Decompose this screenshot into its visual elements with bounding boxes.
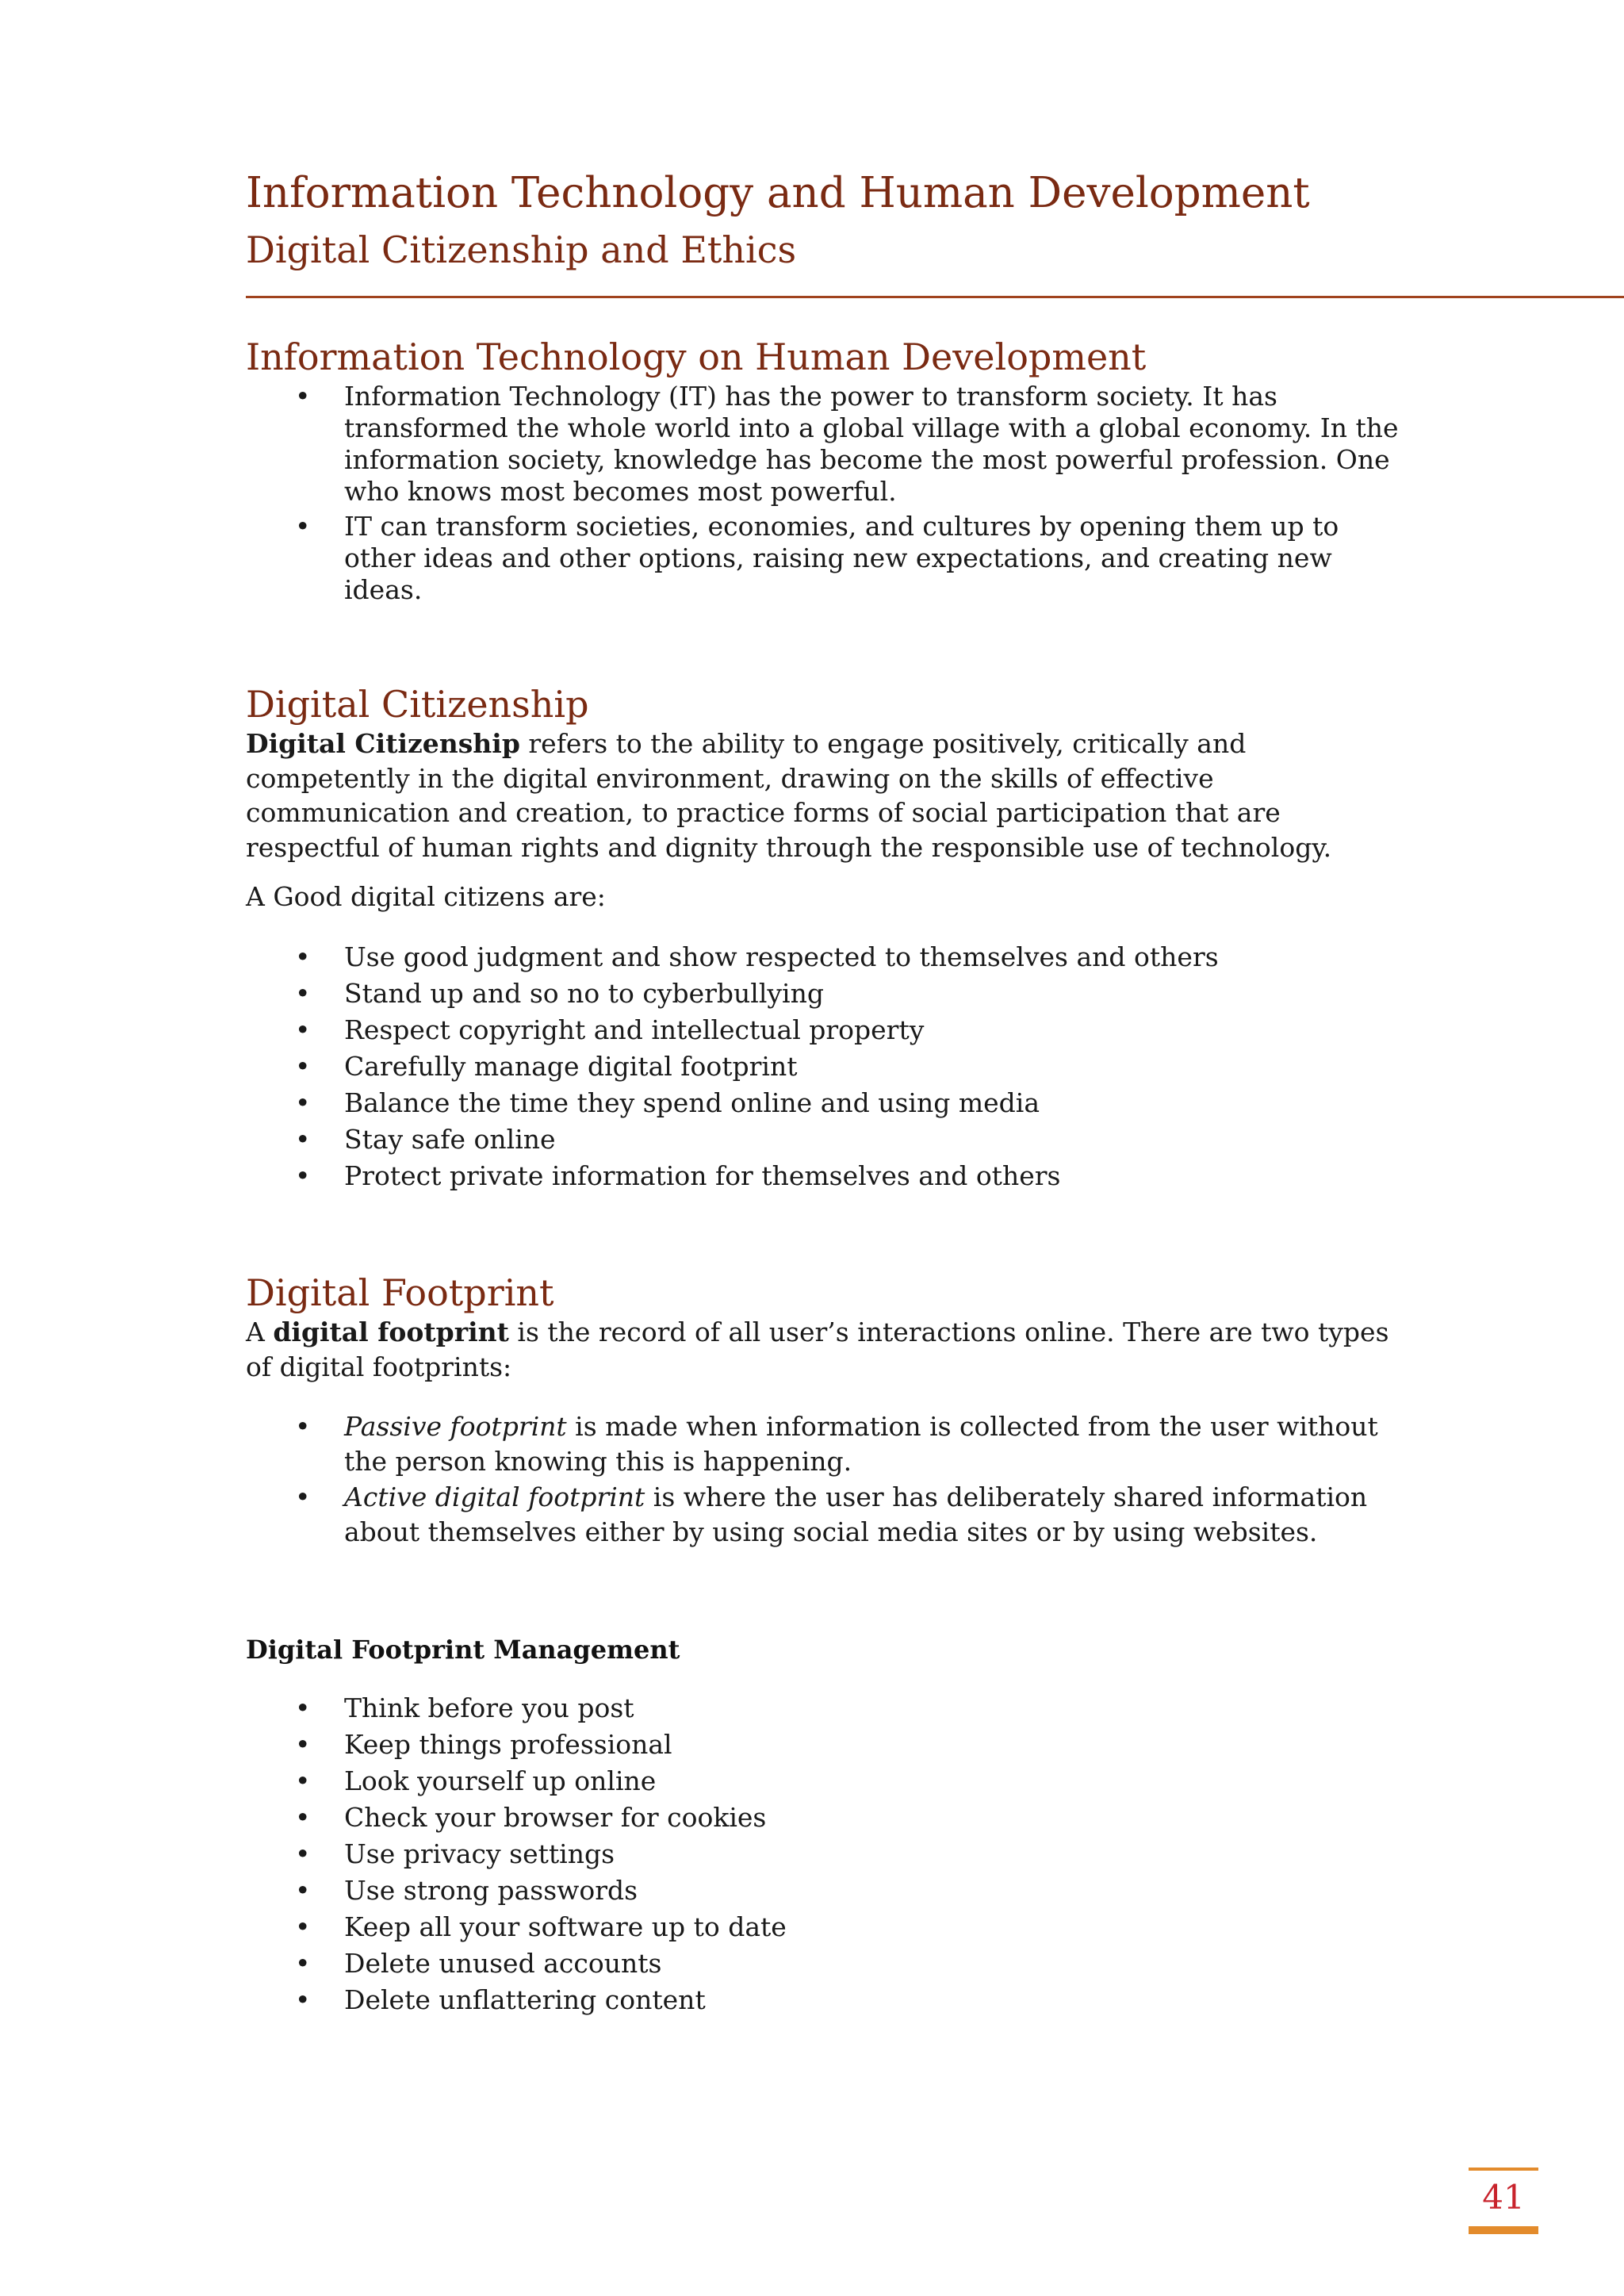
bullet-icon: • [295,1692,311,1723]
list-item-text: Use good judgment and show respected to themselves and others [344,941,1219,972]
list-item-text: Delete unflattering content [344,1984,706,2015]
passive-text: is made when information is collected from the user without the person knowing this is happening. [344,1411,1378,1477]
intro-term: digital footprint [273,1317,509,1347]
list-item [246,1836,1404,1872]
definition-term: Digital Citizenship [246,728,520,759]
list-item [246,381,1404,508]
list-item [246,1012,1404,1048]
bullet-icon: • [295,1014,311,1045]
page-number-box [1469,2168,1538,2234]
list-item-text: Information Technology (IT) has the power to transform society. It has transformed the whole world into a global village with a global economy. In the information society, knowledge has become the most powerful profession. One who knows most becomes most powerful. [344,381,1399,507]
footprint-intro [246,1315,1404,1384]
list-lead: A Good digital citizens are: [246,881,606,912]
list-item-text: Keep all your software up to date [344,1911,787,1942]
list-item [246,1480,1404,1549]
intro-article: A [246,1317,274,1347]
list-item [246,1872,1404,1909]
bullet-icon: • [295,1729,311,1760]
definition-paragraph [246,726,1404,864]
list-item-text: Keep things professional [344,1729,672,1760]
list-item [246,1409,1404,1478]
list-item [246,1800,1404,1836]
bullet-icon: • [295,1051,311,1082]
list-item-text: Carefully manage digital footprint [344,1051,798,1082]
bullet-icon: • [295,1160,311,1191]
bullet-icon: • [295,1481,311,1512]
bullet-icon: • [295,978,311,1009]
page-header-subtitle: Digital Citizenship and Ethics [246,228,797,271]
list-item-text: Respect copyright and intellectual property [344,1014,925,1045]
list-item [246,1085,1404,1121]
list-item-text: Look yourself up online [344,1765,657,1796]
bullet-icon: • [295,511,311,542]
bullet-icon: • [295,1875,311,1906]
page-number-top-bar [1469,2168,1538,2171]
list-item-text: Use privacy settings [344,1838,615,1869]
page-number: 41 [1482,2178,1525,2217]
bullet-icon: • [295,1087,311,1118]
passive-term: Passive footprint [344,1411,567,1442]
list-item-text: Balance the time they spend online and using media [344,1087,1040,1118]
bullet-icon: • [295,1984,311,2015]
list-item-text: Think before you post [344,1692,634,1723]
list-item [246,1945,1404,1982]
list-item [246,939,1404,976]
section-digital-footprint [246,1271,1404,1549]
active-term: Active digital footprint [344,1481,645,1512]
section-footprint-management [246,1633,1404,2018]
list-item [246,1909,1404,1945]
header-divider [246,296,1624,298]
bullet-icon: • [295,1911,311,1942]
page-header-title: Information Technology and Human Development [246,169,1310,217]
section-digital-citizenship [246,682,1404,1194]
intro-text: is the record of all user’s interactions online. There are two types of digital footprints: [246,1317,1389,1382]
list-item-text: Delete unused accounts [344,1948,662,1979]
bullet-icon: • [295,941,311,972]
list-item [246,1982,1404,2018]
list-item [246,1690,1404,1727]
subsection-heading: Digital Footprint Management [246,1635,680,1665]
bullet-icon: • [295,381,311,412]
list-item-text: Stand up and so no to cyberbullying [344,978,824,1009]
list-item-text: Use strong passwords [344,1875,638,1906]
page-content [246,335,1404,2018]
list-item [246,1158,1404,1194]
section-heading: Digital Citizenship [246,683,589,726]
bullet-list [246,1690,1404,2018]
bullet-icon: • [295,1948,311,1979]
list-item-text: IT can transform societies, economies, and cultures by opening them up to other ideas and other options, raising new expectations, and creating new ideas. [344,511,1339,605]
active-text: is where the user has deliberately shared information about themselves either by using social media sites or by using websites. [344,1481,1368,1547]
section-it-human-development [246,335,1404,606]
bullet-icon: • [295,1411,311,1442]
list-item [246,1763,1404,1800]
bullet-list [246,1409,1404,1549]
bullet-icon: • [295,1802,311,1833]
bullet-icon: • [295,1124,311,1155]
bullet-icon: • [295,1838,311,1869]
list-item [246,511,1404,606]
page-number-bottom-bar [1469,2226,1538,2234]
bullet-list [246,939,1404,1194]
list-item-text: Check your browser for cookies [344,1802,767,1833]
section-heading: Information Technology on Human Development [246,335,1147,378]
list-item [246,1121,1404,1158]
list-item [246,1727,1404,1763]
list-item-text: Protect private information for themselves and others [344,1160,1061,1191]
bullet-icon: • [295,1765,311,1796]
list-item [246,1048,1404,1085]
list-item [246,976,1404,1012]
definition-text: refers to the ability to engage positively, critically and competently in the digital environment, drawing on the skills of effective communication and creation, to practice forms of social participation that are respectful of human rights and dignity through the responsible use of technology. [246,728,1332,863]
bullet-list [246,381,1404,606]
section-heading: Digital Footprint [246,1271,554,1314]
list-item-text: Stay safe online [344,1124,556,1155]
